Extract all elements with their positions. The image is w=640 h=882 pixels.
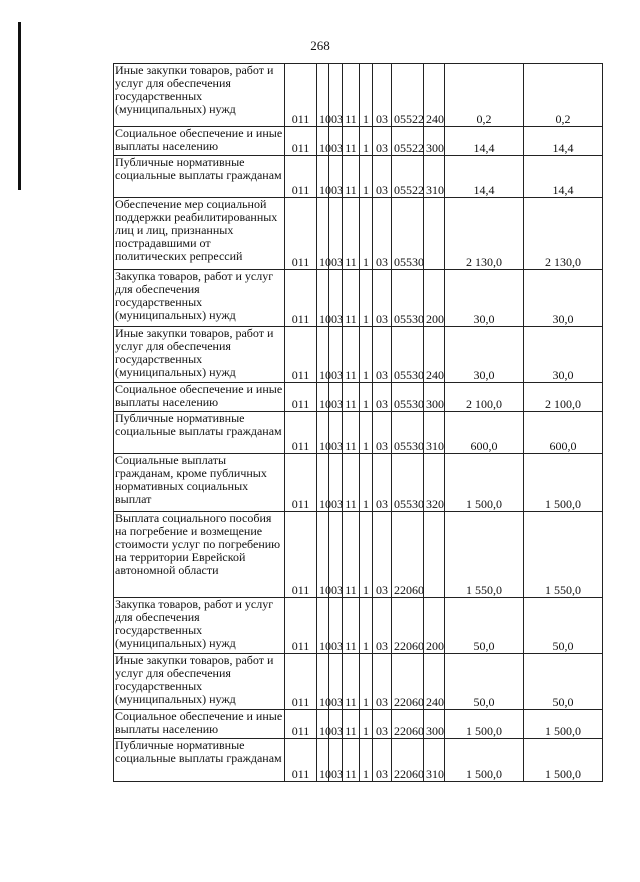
cell-vr: 200: [424, 598, 445, 654]
cell-sec: 10: [317, 127, 329, 156]
cell-vr: 240: [424, 64, 445, 127]
cell-code: 22060: [392, 512, 424, 598]
cell-sec: 10: [317, 412, 329, 454]
cell-vr: [424, 198, 445, 270]
table-row: [114, 412, 603, 454]
cell-code: 05522: [392, 127, 424, 156]
cell-p3: 03: [373, 454, 392, 512]
cell-adm: 011: [285, 127, 317, 156]
cell-sub: 03: [329, 383, 343, 412]
cell-sec: 10: [317, 710, 329, 739]
cell-sub: 03: [329, 127, 343, 156]
cell-p2: 1: [360, 412, 373, 454]
cell-sum1: 0,2: [445, 64, 524, 127]
cell-p1: 11: [343, 454, 360, 512]
cell-name: Публичные нормативные социальные выплаты гражданам: [114, 156, 285, 198]
cell-p2: 1: [360, 156, 373, 198]
cell-sub: 03: [329, 454, 343, 512]
cell-vr: 240: [424, 654, 445, 710]
cell-p3: 03: [373, 654, 392, 710]
table-row: [114, 198, 603, 270]
cell-p1: 11: [343, 127, 360, 156]
cell-vr: 200: [424, 270, 445, 327]
cell-code: 22060: [392, 739, 424, 782]
cell-sec: 10: [317, 270, 329, 327]
cell-code: 22060: [392, 598, 424, 654]
cell-p2: 1: [360, 127, 373, 156]
cell-sum2: 1 500,0: [524, 454, 603, 512]
cell-sum2: 30,0: [524, 270, 603, 327]
cell-sum2: 50,0: [524, 654, 603, 710]
cell-name: Социальные выплаты гражданам, кроме публичных нормативных социальных выплат: [114, 454, 285, 512]
budget-table: [113, 63, 603, 782]
cell-p1: 11: [343, 64, 360, 127]
cell-sum1: 1 500,0: [445, 739, 524, 782]
cell-adm: 011: [285, 654, 317, 710]
cell-p2: 1: [360, 198, 373, 270]
cell-p3: 03: [373, 270, 392, 327]
cell-sub: 03: [329, 739, 343, 782]
cell-p3: 03: [373, 198, 392, 270]
table-row: [114, 64, 603, 127]
cell-sum1: 2 100,0: [445, 383, 524, 412]
cell-sum2: 14,4: [524, 156, 603, 198]
cell-p1: 11: [343, 412, 360, 454]
cell-code: 05530: [392, 383, 424, 412]
cell-name: Обеспечение мер социальной поддержки реабилитированных лиц и лиц, признанных пострадавшими от политических репрессий: [114, 198, 285, 270]
cell-sec: 10: [317, 198, 329, 270]
cell-vr: 300: [424, 710, 445, 739]
cell-p2: 1: [360, 270, 373, 327]
cell-sub: 03: [329, 64, 343, 127]
cell-name: Закупка товаров, работ и услуг для обеспечения государственных (муниципальных) нужд: [114, 598, 285, 654]
cell-sec: 10: [317, 64, 329, 127]
cell-sub: 03: [329, 598, 343, 654]
cell-vr: 300: [424, 383, 445, 412]
table-row: [114, 327, 603, 383]
cell-name: Публичные нормативные социальные выплаты гражданам: [114, 739, 285, 782]
cell-sum1: 1 500,0: [445, 454, 524, 512]
cell-name: Социальное обеспечение и иные выплаты населению: [114, 710, 285, 739]
cell-code: 05530: [392, 412, 424, 454]
table-row: [114, 710, 603, 739]
cell-name: Публичные нормативные социальные выплаты гражданам: [114, 412, 285, 454]
cell-name: Иные закупки товаров, работ и услуг для обеспечения государственных (муниципальных) нужд: [114, 327, 285, 383]
cell-p3: 03: [373, 412, 392, 454]
cell-code: 05530: [392, 454, 424, 512]
cell-p1: 11: [343, 654, 360, 710]
cell-p3: 03: [373, 512, 392, 598]
cell-sec: 10: [317, 739, 329, 782]
cell-code: 22060: [392, 654, 424, 710]
cell-sec: 10: [317, 327, 329, 383]
cell-adm: 011: [285, 64, 317, 127]
table-row: [114, 270, 603, 327]
cell-p2: 1: [360, 327, 373, 383]
cell-adm: 011: [285, 739, 317, 782]
cell-p3: 03: [373, 710, 392, 739]
cell-adm: 011: [285, 270, 317, 327]
cell-sec: 10: [317, 512, 329, 598]
cell-name: Социальное обеспечение и иные выплаты населению: [114, 127, 285, 156]
cell-p2: 1: [360, 739, 373, 782]
cell-name: Социальное обеспечение и иные выплаты населению: [114, 383, 285, 412]
cell-vr: [424, 512, 445, 598]
cell-sec: 10: [317, 156, 329, 198]
cell-sub: 03: [329, 412, 343, 454]
cell-p1: 11: [343, 383, 360, 412]
cell-sub: 03: [329, 654, 343, 710]
cell-p1: 11: [343, 198, 360, 270]
cell-code: 05530: [392, 327, 424, 383]
cell-sum2: 600,0: [524, 412, 603, 454]
cell-p2: 1: [360, 598, 373, 654]
cell-p3: 03: [373, 383, 392, 412]
cell-sub: 03: [329, 710, 343, 739]
table-row: [114, 454, 603, 512]
cell-p2: 1: [360, 383, 373, 412]
cell-vr: 310: [424, 156, 445, 198]
cell-sum1: 50,0: [445, 654, 524, 710]
cell-sum2: 1 500,0: [524, 739, 603, 782]
cell-p3: 03: [373, 127, 392, 156]
cell-p3: 03: [373, 156, 392, 198]
cell-p3: 03: [373, 64, 392, 127]
cell-adm: 011: [285, 710, 317, 739]
cell-sub: 03: [329, 156, 343, 198]
cell-p2: 1: [360, 654, 373, 710]
cell-sum2: 2 100,0: [524, 383, 603, 412]
cell-sec: 10: [317, 383, 329, 412]
cell-name: Выплата социального пособия на погребение и возмещение стоимости услуг по погребению на территории Еврейской автономной области: [114, 512, 285, 598]
cell-p1: 11: [343, 327, 360, 383]
cell-sum1: 14,4: [445, 127, 524, 156]
cell-sum2: 30,0: [524, 327, 603, 383]
cell-vr: 310: [424, 412, 445, 454]
cell-adm: 011: [285, 412, 317, 454]
cell-adm: 011: [285, 383, 317, 412]
cell-sub: 03: [329, 327, 343, 383]
cell-adm: 011: [285, 327, 317, 383]
table-row: [114, 127, 603, 156]
cell-p2: 1: [360, 454, 373, 512]
cell-code: 22060: [392, 710, 424, 739]
cell-p1: 11: [343, 739, 360, 782]
cell-vr: 300: [424, 127, 445, 156]
cell-sum1: 14,4: [445, 156, 524, 198]
table-row: [114, 739, 603, 782]
cell-sum2: 1 500,0: [524, 710, 603, 739]
cell-adm: 011: [285, 512, 317, 598]
table-row: [114, 156, 603, 198]
cell-code: 05530: [392, 198, 424, 270]
cell-p1: 11: [343, 270, 360, 327]
cell-p1: 11: [343, 512, 360, 598]
table-row: [114, 598, 603, 654]
cell-sec: 10: [317, 454, 329, 512]
cell-name: Иные закупки товаров, работ и услуг для обеспечения государственных (муниципальных) нужд: [114, 654, 285, 710]
table-row: [114, 654, 603, 710]
cell-sec: 10: [317, 598, 329, 654]
cell-sum2: 14,4: [524, 127, 603, 156]
cell-adm: 011: [285, 598, 317, 654]
cell-p1: 11: [343, 598, 360, 654]
cell-p3: 03: [373, 327, 392, 383]
cell-vr: 320: [424, 454, 445, 512]
cell-sum2: 1 550,0: [524, 512, 603, 598]
cell-sum2: 50,0: [524, 598, 603, 654]
cell-p3: 03: [373, 739, 392, 782]
cell-sum1: 1 550,0: [445, 512, 524, 598]
cell-sub: 03: [329, 512, 343, 598]
cell-sum1: 600,0: [445, 412, 524, 454]
cell-p3: 03: [373, 598, 392, 654]
cell-code: 05522: [392, 64, 424, 127]
cell-adm: 011: [285, 156, 317, 198]
cell-sub: 03: [329, 198, 343, 270]
cell-code: 05530: [392, 270, 424, 327]
cell-p2: 1: [360, 710, 373, 739]
cell-p1: 11: [343, 156, 360, 198]
table-row: [114, 512, 603, 598]
cell-sec: 10: [317, 654, 329, 710]
cell-name: Иные закупки товаров, работ и услуг для обеспечения государственных (муниципальных) нужд: [114, 64, 285, 127]
cell-p1: 11: [343, 710, 360, 739]
cell-adm: 011: [285, 454, 317, 512]
cell-sum2: 0,2: [524, 64, 603, 127]
cell-sum1: 2 130,0: [445, 198, 524, 270]
page-number: 268: [310, 38, 330, 53]
table-row: [114, 383, 603, 412]
cell-sum1: 30,0: [445, 327, 524, 383]
cell-sum1: 50,0: [445, 598, 524, 654]
cell-sum1: 30,0: [445, 270, 524, 327]
cell-sum1: 1 500,0: [445, 710, 524, 739]
cell-sub: 03: [329, 270, 343, 327]
cell-vr: 240: [424, 327, 445, 383]
cell-p2: 1: [360, 512, 373, 598]
cell-vr: 310: [424, 739, 445, 782]
cell-sum2: 2 130,0: [524, 198, 603, 270]
cell-code: 05522: [392, 156, 424, 198]
cell-p2: 1: [360, 64, 373, 127]
cell-name: Закупка товаров, работ и услуг для обеспечения государственных (муниципальных) нужд: [114, 270, 285, 327]
cell-adm: 011: [285, 198, 317, 270]
